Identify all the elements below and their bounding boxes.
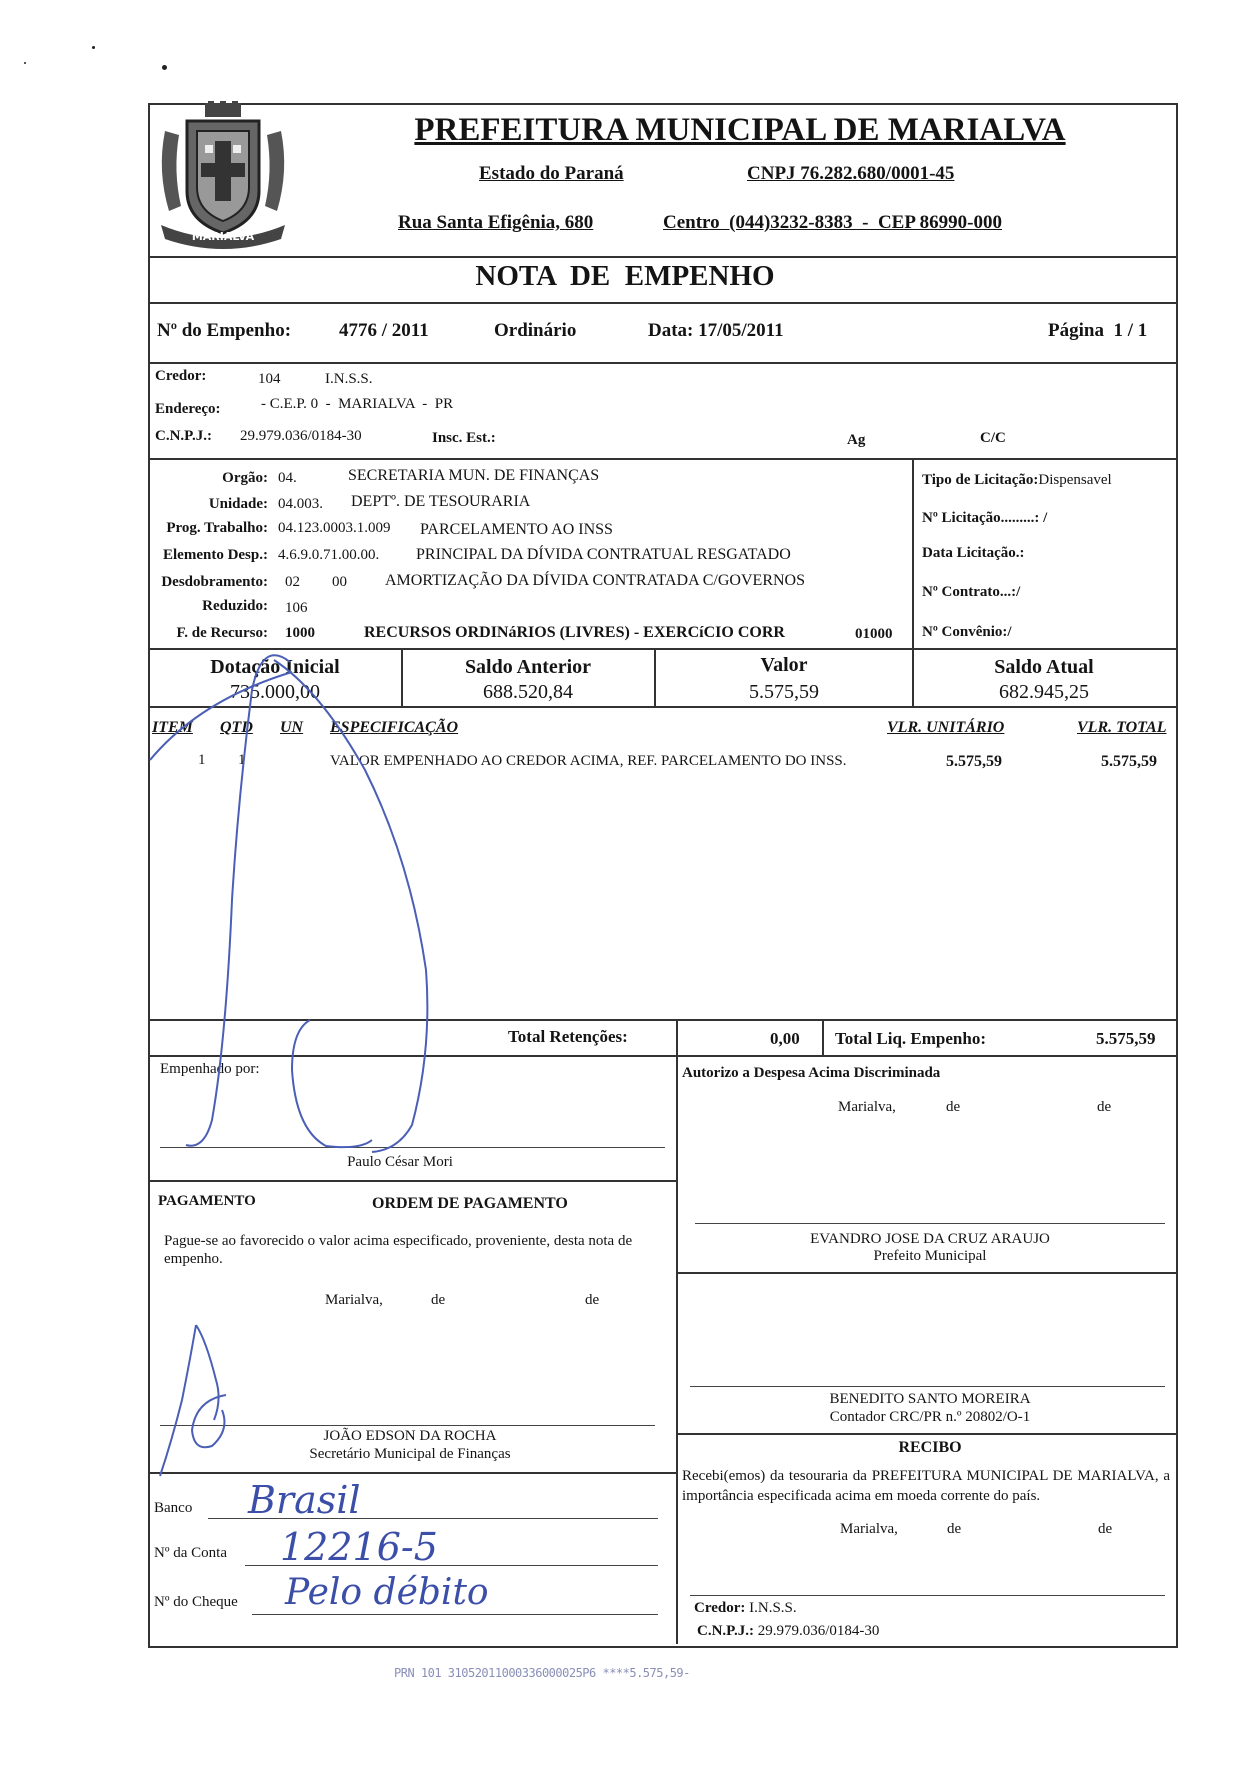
empenho-date: Data: 17/05/2011 — [648, 320, 784, 341]
tipo-licitacao-label: Tipo de Licitação: — [922, 472, 1039, 488]
empenho-number: 4776 / 2011 — [339, 320, 429, 341]
prog-trabalho-code: 04.123.0003.1.009 — [278, 520, 391, 536]
svg-text:MARIALVA: MARIALVA — [191, 230, 255, 243]
street-label: Rua Santa Efigênia, 680 — [398, 212, 594, 233]
conta-corrente-label: C/C — [980, 430, 1006, 446]
desdobramento-a: 02 — [285, 574, 300, 590]
contador-role: Contador CRC/PR n.º 20802/O-1 — [829, 1409, 1031, 1425]
total-retencoes-value: 0,00 — [770, 1029, 800, 1048]
empenhado-por-name: Paulo César Mori — [347, 1154, 453, 1170]
recibo-de1: de — [947, 1521, 962, 1537]
orgao-label: Orgão: — [222, 470, 268, 486]
col-spec-header: ESPECIFICAÇÃO — [330, 719, 459, 736]
agencia-label: Ag — [847, 432, 866, 448]
fonte-recurso-code: 1000 — [285, 625, 315, 641]
col-un-header: UN — [280, 719, 304, 736]
elemento-label: Elemento Desp.: — [163, 547, 268, 563]
banco-handwritten: Brasil — [248, 1478, 361, 1522]
conta-label: Nº da Conta — [154, 1545, 227, 1561]
empenho-type: Ordinário — [494, 320, 577, 341]
signature-mori-icon — [150, 655, 427, 1152]
unidade-desc: DEPTº. DE TESOURARIA — [351, 493, 531, 510]
unidade-code: 04.003. — [278, 496, 323, 512]
desdobramento-label: Desdobramento: — [161, 574, 268, 590]
page-number: Página 1 / 1 — [1048, 320, 1148, 341]
address-rest-label: Centro (044)3232-8383 - CEP 86990-000 — [663, 212, 1002, 233]
cnpj-label: CNPJ 76.282.680/0001-45 — [747, 163, 955, 184]
endereco-label: Endereço: — [155, 401, 221, 417]
total-retencoes-label: Total Retenções: — [508, 1027, 628, 1046]
empenhado-por-label: Empenhado por: — [160, 1061, 260, 1077]
saldo-atual-label: Saldo Atual — [994, 656, 1094, 678]
desdobramento-b: 00 — [332, 574, 347, 590]
autorizo-city: Marialva, — [838, 1099, 896, 1115]
prefeitura-title: PREFEITURA MUNICIPAL DE MARIALVA — [414, 112, 1066, 148]
orgao-code: 04. — [278, 470, 297, 486]
col-qtd-header: QTD — [220, 719, 253, 736]
pagamento-city: Marialva, — [325, 1292, 383, 1308]
recibo-text: Recebi(emos) da tesouraria da PREFEITURA MUNICIPAL DE MARIALVA, a importância especificada acima em moeda corrente do país. — [682, 1468, 1170, 1504]
prefeito-name: EVANDRO JOSE DA CRUZ ARAUJO — [810, 1231, 1050, 1247]
autorizo-de2: de — [1097, 1099, 1112, 1115]
footer-code: PRN 101 31052011000336000025P6 ****5.575,59- — [394, 1666, 690, 1680]
reduzido-value: 106 — [285, 600, 308, 616]
ordem-pagamento-title: ORDEM DE PAGAMENTO — [372, 1195, 568, 1212]
desdobramento-desc: AMORTIZAÇÃO DA DÍVIDA CONTRATADA C/GOVERNOS — [385, 572, 805, 589]
col-total-header: VLR. TOTAL — [1077, 719, 1167, 736]
row-spec: VALOR EMPENHADO AO CREDOR ACIMA, REF. PARCELAMENTO DO INSS. — [330, 753, 847, 769]
elemento-code: 4.6.9.0.71.00.00. — [278, 547, 380, 563]
prog-trabalho-label: Prog. Trabalho: — [166, 520, 268, 536]
unidade-label: Unidade: — [208, 496, 268, 512]
pagamento-label: PAGAMENTO — [158, 1193, 256, 1209]
credor-cnpj: 29.979.036/0184-30 — [240, 428, 362, 444]
elemento-desc: PRINCIPAL DA DÍVIDA CONTRATUAL RESGATADO — [416, 546, 791, 563]
pagamento-de2: de — [585, 1292, 600, 1308]
tipo-licitacao-value: Dispensavel — [1038, 472, 1112, 488]
signature-rocha-icon — [160, 1325, 226, 1476]
row-unit-value: 5.575,59 — [946, 753, 1002, 770]
numero-convenio: Nº Convênio:/ — [922, 624, 1012, 640]
recibo-de2: de — [1098, 1521, 1113, 1537]
fonte-recurso-label: F. de Recurso: — [176, 625, 268, 641]
recibo-city: Marialva, — [840, 1521, 898, 1537]
col-unit-header: VLR. UNITÁRIO — [887, 719, 1005, 736]
saldo-anterior-value: 688.520,84 — [483, 681, 573, 703]
valor-label: Valor — [760, 654, 808, 676]
document-title: NOTA DE EMPENHO — [475, 260, 775, 292]
dotacao-inicial-label: Dotação Inicial — [210, 656, 340, 678]
credor-cnpj-label: C.N.P.J.: — [155, 428, 212, 444]
estado-label: Estado do Paraná — [479, 163, 624, 184]
secretario-name: JOÃO EDSON DA ROCHA — [323, 1428, 497, 1444]
dotacao-inicial-value: 735.000,00 — [230, 681, 320, 703]
saldo-anterior-label: Saldo Anterior — [464, 656, 592, 678]
pagamento-text: Pague-se ao favorecido o valor acima especificado, proveniente, desta nota de empenho. — [164, 1233, 633, 1267]
cheque-label: Nº do Cheque — [154, 1594, 238, 1610]
numero-licitacao: Nº Licitação.........: / — [922, 510, 1048, 526]
pagamento-de1: de — [431, 1292, 446, 1308]
credor-name: I.N.S.S. — [325, 371, 373, 387]
col-item-header: ITEM — [152, 719, 193, 736]
prog-trabalho-desc: PARCELAMENTO AO INSS — [420, 521, 613, 538]
recibo-credor-label: Credor: — [694, 1600, 746, 1616]
recibo-cnpj-value: 29.979.036/0184-30 — [757, 1623, 880, 1639]
data-licitacao: Data Licitação.: — [922, 545, 1025, 561]
orgao-desc: SECRETARIA MUN. DE FINANÇAS — [348, 467, 600, 484]
banco-label: Banco — [154, 1500, 193, 1516]
cheque-handwritten: Pelo débito — [285, 1572, 489, 1613]
total-liquido-value: 5.575,59 — [1096, 1029, 1156, 1048]
recibo-title: RECIBO — [898, 1439, 962, 1456]
saldo-atual-value: 682.945,25 — [999, 681, 1089, 703]
credor-code: 104 — [258, 371, 281, 387]
row-item: 1 — [198, 752, 206, 768]
prefeito-role: Prefeito Municipal — [873, 1248, 987, 1264]
numero-contrato: Nº Contrato...:/ — [922, 584, 1021, 600]
fonte-recurso-ref: 01000 — [855, 626, 893, 642]
recibo-credor-value: I.N.S.S. — [749, 1600, 797, 1616]
valor-value: 5.575,59 — [749, 681, 819, 703]
autorizo-de1: de — [946, 1099, 961, 1115]
fonte-recurso-desc: RECURSOS ORDINáRIOS (LIVRES) - EXERCíCIO CORR — [364, 624, 785, 641]
total-liquido-label: Total Liq. Empenho: — [835, 1029, 986, 1048]
autorizo-title: Autorizo a Despesa Acima Discriminada — [682, 1065, 941, 1081]
row-qtd: 1 — [238, 752, 246, 768]
reduzido-label: Reduzido: — [202, 598, 268, 614]
conta-handwritten: 12216-5 — [280, 1525, 438, 1569]
recibo-cnpj-label: C.N.P.J.: — [697, 1623, 754, 1639]
contador-name: BENEDITO SANTO MOREIRA — [829, 1391, 1031, 1407]
insc-est-label: Insc. Est.: — [432, 430, 496, 446]
endereco-value: - C.E.P. 0 - MARIALVA - PR — [261, 396, 454, 412]
row-total-value: 5.575,59 — [1101, 753, 1157, 770]
credor-label: Credor: — [155, 368, 207, 384]
secretario-role: Secretário Municipal de Finanças — [309, 1446, 511, 1462]
empenho-number-label: Nº do Empenho: — [157, 320, 292, 341]
